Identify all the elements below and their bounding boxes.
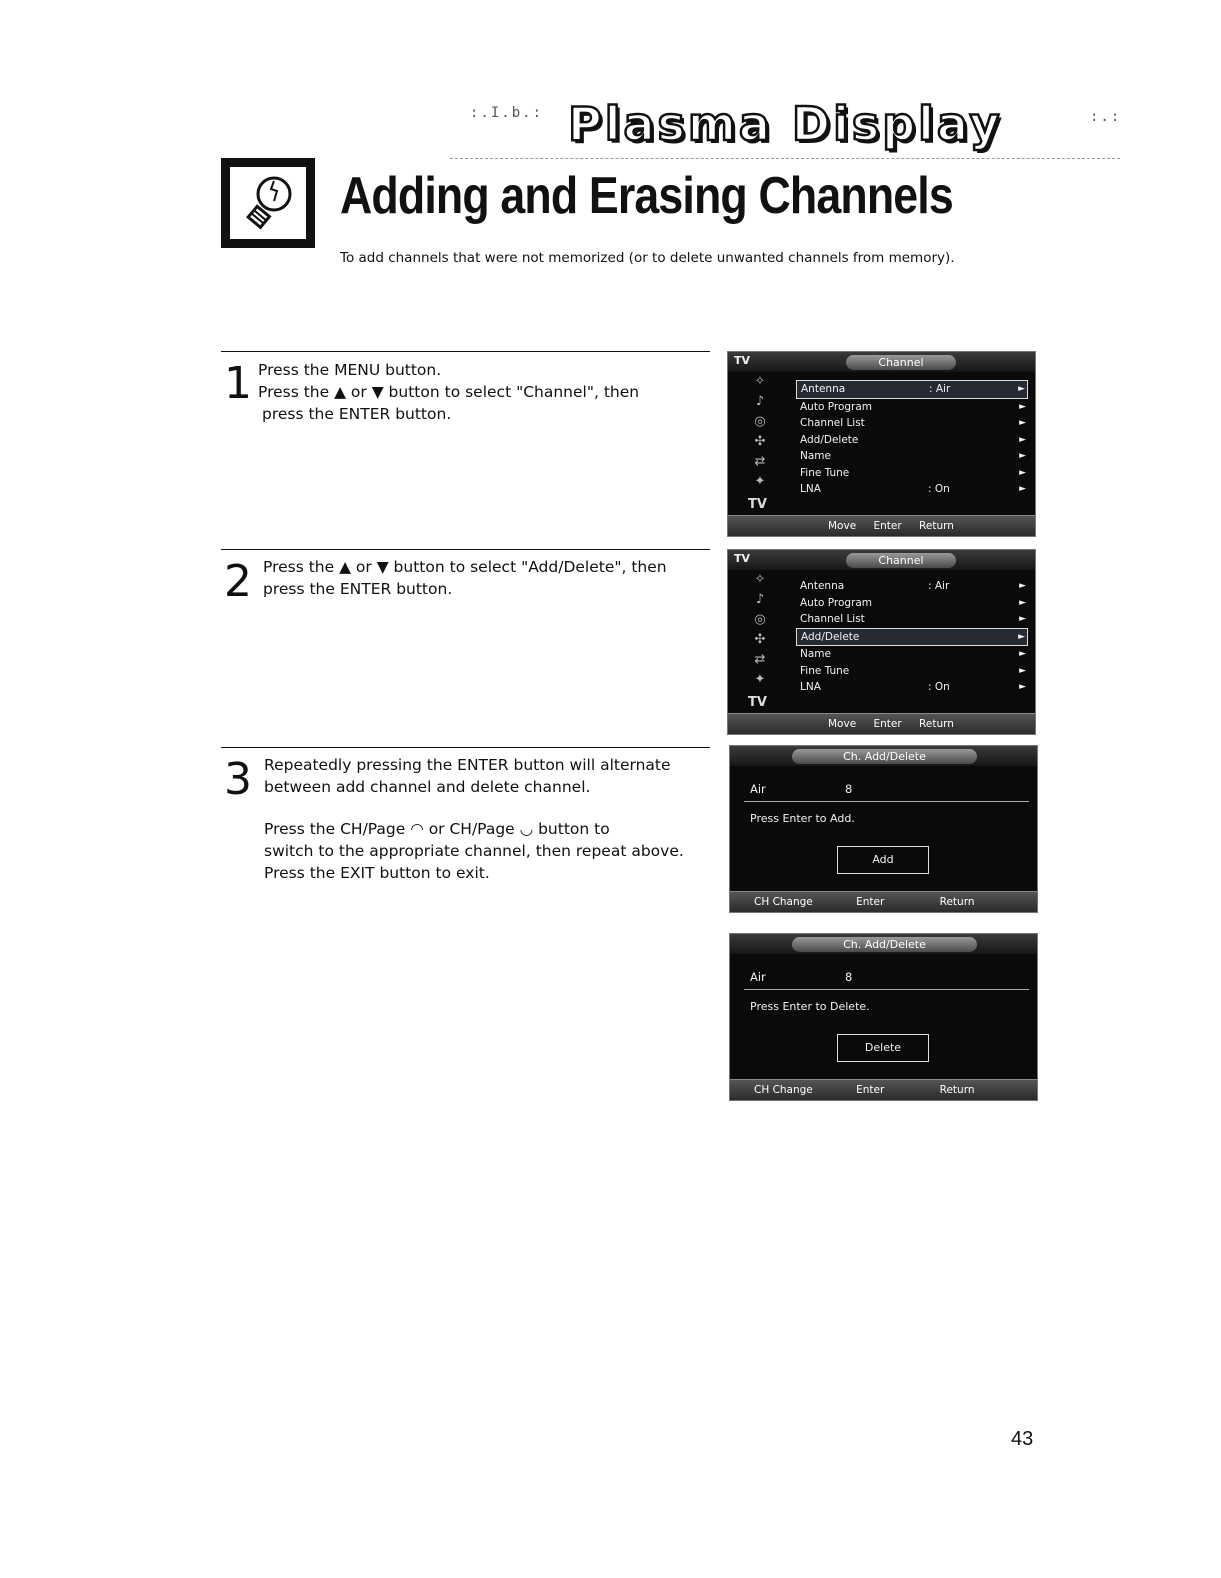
osd-help-bar	[728, 515, 1035, 536]
application-icon: ✦	[754, 672, 766, 687]
channel-menu-screen-1	[727, 351, 1036, 537]
osd-title-bar	[728, 550, 1035, 570]
step-line: Press the MENU button.	[258, 361, 442, 379]
arrow-right-icon: ►	[1018, 631, 1025, 642]
menu-item-name[interactable]: Name ►	[800, 648, 1026, 660]
menu-item-auto-program[interactable]: Auto Program ►	[800, 400, 1026, 413]
help-move: Move	[828, 718, 857, 730]
setup-icon: ✣	[754, 632, 766, 647]
step-line: press the ENTER button.	[263, 580, 453, 598]
channel-menu-screen-2	[727, 549, 1036, 735]
help-return: Return	[919, 520, 954, 532]
step-number: 3	[224, 754, 252, 805]
tv-tab-label: TV	[734, 552, 751, 565]
prompt-message: Press Enter to Delete.	[750, 1000, 870, 1013]
menu-item-channel-list[interactable]: Channel List ►	[800, 613, 1026, 625]
step-1-text	[258, 359, 708, 425]
menu-item-auto-program[interactable]: Auto Program ►	[800, 596, 1026, 609]
prompt-message: Press Enter to Add.	[750, 812, 855, 825]
application-icon: ✦	[754, 474, 766, 489]
arrow-right-icon: ►	[1019, 451, 1026, 461]
menu-item-name[interactable]: Name ►	[800, 450, 1026, 462]
sound-icon: ♪	[755, 394, 765, 409]
banner-title: Plasma Display	[568, 97, 1003, 151]
arrow-right-icon: ►	[1019, 581, 1026, 591]
picture-icon: ✧	[754, 374, 766, 389]
menu-item-add-delete[interactable]: Add/Delete ►	[796, 628, 1028, 647]
help-move: Move	[828, 520, 857, 532]
tv-logo: TV	[748, 695, 767, 710]
tv-tab-label: TV	[734, 354, 751, 367]
step-line: Press the EXIT button to exit.	[264, 864, 490, 882]
step-line: Press the ▲ or ▼ button to select "Channel", then	[258, 383, 640, 401]
arrow-right-icon: ►	[1019, 665, 1026, 676]
arrow-right-icon: ►	[1019, 467, 1026, 478]
osd-title-bar	[730, 746, 1037, 766]
step-number: 2	[224, 556, 252, 607]
arrow-right-icon: ►	[1019, 649, 1026, 659]
step-line: switch to the appropriate channel, then repeat above.	[264, 842, 684, 860]
picture-icon: ✧	[754, 572, 766, 587]
lightbulb-icon	[221, 158, 315, 248]
arrow-right-icon: ►	[1019, 418, 1026, 428]
osd-help-bar	[730, 1079, 1037, 1100]
help-return: Return	[939, 1084, 975, 1096]
page-number: 43	[1011, 1428, 1034, 1450]
add-delete-screen-delete	[729, 933, 1038, 1101]
help-enter: Enter	[873, 520, 902, 532]
help-return: Return	[939, 896, 975, 908]
step-divider	[221, 549, 710, 550]
add-delete-screen-add	[729, 745, 1038, 913]
osd-title: Channel	[846, 355, 956, 370]
help-enter: Enter	[856, 896, 885, 908]
input-icon: ⇄	[754, 454, 766, 469]
step-line: Press the ▲ or ▼ button to select "Add/Delete", then	[263, 558, 667, 576]
step-divider	[221, 351, 710, 352]
step-line: between add channel and delete channel.	[264, 778, 591, 796]
banner-speckle: :.I.b.:	[470, 105, 544, 121]
osd-title: Channel	[846, 553, 956, 568]
step-2-text	[263, 556, 713, 600]
osd-help-bar	[730, 891, 1037, 912]
channel-number: 8	[845, 970, 853, 984]
arrow-right-icon: ►	[1019, 434, 1026, 445]
step-3-text	[264, 754, 714, 884]
osd-sidebar	[740, 572, 780, 692]
step-line: press the ENTER button.	[262, 405, 452, 423]
osd-title-bar	[728, 352, 1035, 372]
setup-icon: ✣	[754, 434, 766, 449]
help-enter: Enter	[856, 1084, 885, 1096]
step-line: Press the CH/Page ◠ or CH/Page ◡ button to	[264, 820, 610, 838]
step-divider	[221, 747, 710, 748]
step-line: Repeatedly pressing the ENTER button will alternate	[264, 756, 671, 774]
osd-help-bar	[728, 713, 1035, 734]
osd-sidebar	[740, 374, 780, 494]
help-ch-change: CH Change	[754, 1084, 813, 1096]
source-label: Air	[750, 970, 766, 984]
arrow-right-icon: ►	[1019, 597, 1026, 608]
menu-item-lna[interactable]: LNA : On ►	[800, 483, 1026, 495]
sound-icon: ♪	[755, 592, 765, 607]
channel-icon: ◎	[754, 414, 766, 429]
channel-readout	[750, 782, 853, 796]
banner-speckle-right: :.:	[1090, 109, 1122, 125]
channel-icon: ◎	[754, 612, 766, 627]
channel-menu-list	[796, 380, 1028, 498]
delete-button[interactable]: Delete	[837, 1034, 929, 1062]
help-enter: Enter	[873, 718, 902, 730]
source-label: Air	[750, 782, 766, 796]
arrow-right-icon: ►	[1019, 682, 1026, 692]
step-number: 1	[224, 358, 252, 409]
menu-item-channel-list[interactable]: Channel List ►	[800, 417, 1026, 429]
add-button[interactable]: Add	[837, 846, 929, 874]
divider	[744, 801, 1029, 802]
osd-title: Ch. Add/Delete	[792, 749, 977, 764]
input-icon: ⇄	[754, 652, 766, 667]
channel-menu-list	[796, 578, 1028, 696]
arrow-right-icon: ►	[1019, 484, 1026, 494]
osd-title: Ch. Add/Delete	[792, 937, 977, 952]
page-subtitle: To add channels that were not memorized (or to delete unwanted channels from memory).	[340, 250, 955, 266]
menu-item-fine-tune[interactable]: Fine Tune ►	[800, 664, 1026, 677]
osd-title-bar	[730, 934, 1037, 954]
arrow-right-icon: ►	[1019, 614, 1026, 624]
banner	[450, 95, 1120, 165]
menu-item-antenna[interactable]: Antenna : Air ►	[800, 580, 1026, 592]
channel-readout	[750, 970, 853, 984]
menu-item-antenna[interactable]: Antenna : Air ►	[796, 380, 1028, 399]
help-ch-change: CH Change	[754, 896, 813, 908]
menu-item-add-delete[interactable]: Add/Delete ►	[800, 433, 1026, 446]
divider	[744, 989, 1029, 990]
arrow-right-icon: ►	[1019, 401, 1026, 412]
arrow-right-icon: ►	[1018, 384, 1025, 394]
help-return: Return	[919, 718, 954, 730]
channel-number: 8	[845, 782, 853, 796]
menu-item-lna[interactable]: LNA : On ►	[800, 681, 1026, 693]
page-title: Adding and Erasing Channels	[340, 167, 953, 225]
banner-rule	[450, 158, 1120, 159]
tv-logo: TV	[748, 497, 767, 512]
menu-item-fine-tune[interactable]: Fine Tune ►	[800, 466, 1026, 479]
